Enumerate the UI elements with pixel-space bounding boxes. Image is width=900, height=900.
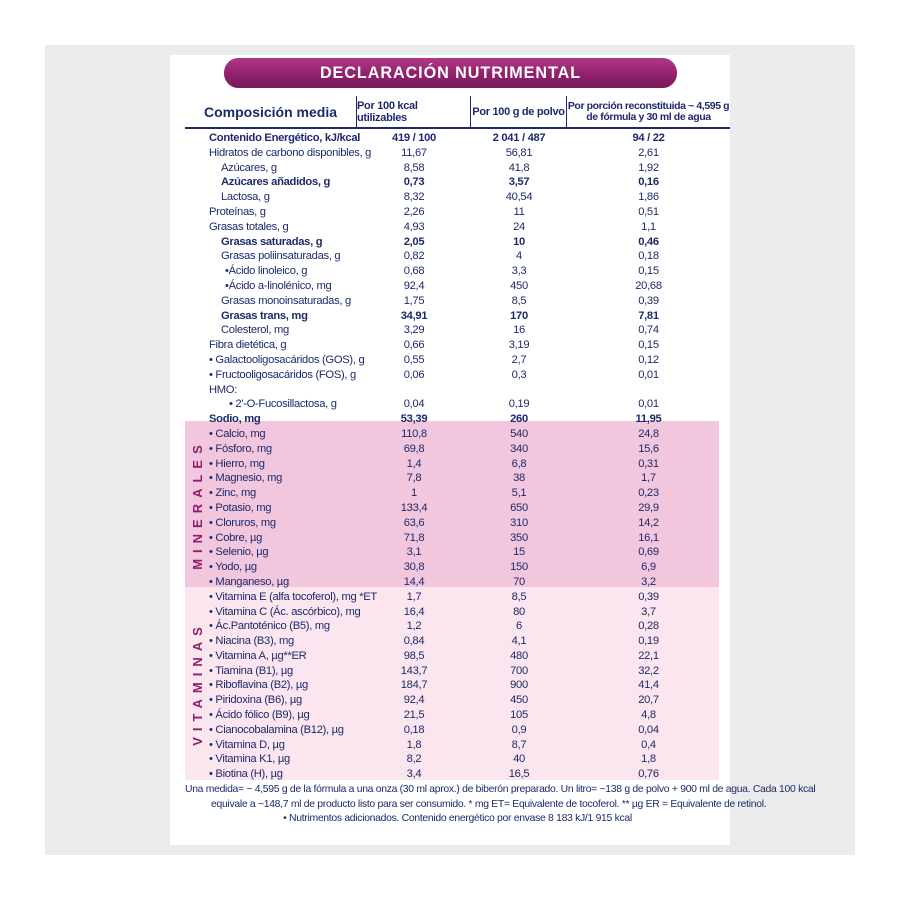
row-label: • Zinc, mg — [209, 487, 256, 500]
table-row — [185, 649, 730, 664]
value-per-100g: 5,1 — [511, 487, 527, 500]
value-per-serving: 41,4 — [638, 679, 659, 692]
value-per-serving: 3,7 — [641, 605, 656, 618]
table-row — [185, 619, 730, 634]
table-row — [185, 442, 730, 457]
value-per-serving: 20,68 — [635, 279, 662, 292]
value-per-100g: 4 — [516, 250, 522, 263]
value-per-serving: 29,9 — [638, 501, 659, 514]
value-per-serving: 7,81 — [638, 309, 659, 322]
table-row — [185, 279, 730, 294]
row-label: • Vitamina E (alfa tocoferol), mg *ET — [209, 590, 377, 603]
value-per-100kcal: 98,5 — [403, 649, 425, 662]
row-label: Fibra dietética, g — [209, 339, 287, 352]
value-per-100kcal: 34,91 — [400, 309, 428, 322]
value-per-serving: 0,46 — [638, 235, 659, 248]
value-per-100kcal: 14,4 — [403, 575, 425, 588]
value-per-100kcal: 0,55 — [403, 353, 425, 366]
row-label: • Cloruros, mg — [209, 516, 276, 529]
value-per-serving — [567, 383, 730, 398]
value-per-100g: 8,7 — [511, 738, 527, 751]
row-label: Colesterol, mg — [221, 324, 289, 337]
value-per-serving: 22,1 — [638, 649, 659, 662]
value-per-100kcal: 1,7 — [406, 590, 422, 603]
row-label: Azúcares, g — [221, 161, 277, 174]
table-row — [185, 323, 730, 338]
table-row — [185, 471, 730, 486]
value-per-serving: 0,15 — [638, 265, 659, 278]
value-per-100g: 700 — [510, 664, 528, 677]
table-row — [185, 205, 730, 220]
value-per-serving: 1,1 — [641, 220, 656, 233]
value-per-serving: 1,86 — [638, 191, 659, 204]
value-per-serving: 0,01 — [638, 398, 659, 411]
row-label: • Vitamina K1, µg — [209, 753, 290, 766]
value-per-100g: 38 — [513, 472, 525, 485]
row-label: • Fósforo, mg — [209, 442, 272, 455]
value-per-100g: 480 — [510, 649, 528, 662]
table-row — [185, 457, 730, 472]
row-label: Azúcares añadidos, g — [221, 176, 331, 189]
row-label: Lactosa, g — [221, 191, 270, 204]
table-row — [185, 723, 730, 738]
value-per-100g: 150 — [510, 561, 528, 574]
table-row — [185, 294, 730, 309]
value-per-100kcal: 0,18 — [403, 723, 425, 736]
row-label: • Selenio, µg — [209, 546, 269, 559]
value-per-serving: 11,95 — [635, 413, 662, 426]
value-per-100g: 80 — [513, 605, 525, 618]
row-label: • 2'-O-Fucosillactosa, g — [229, 398, 337, 411]
value-per-100kcal: 16,4 — [403, 605, 425, 618]
value-per-100kcal: 0,84 — [403, 635, 425, 648]
row-label: • Potasio, mg — [209, 501, 272, 514]
value-per-serving: 0,74 — [638, 324, 659, 337]
value-per-100g: 10 — [513, 235, 525, 248]
value-per-serving: 2,61 — [638, 146, 659, 159]
table-row — [185, 486, 730, 501]
table-row — [185, 738, 730, 753]
value-per-100kcal: 1,8 — [406, 738, 422, 751]
value-per-serving: 3,2 — [641, 575, 656, 588]
value-per-serving: 6,9 — [641, 561, 656, 574]
value-per-100g: 40 — [513, 753, 525, 766]
row-label: •Ácido a-linolénico, mg — [225, 279, 332, 292]
value-per-100g: 340 — [510, 442, 528, 455]
value-per-100kcal: 0,73 — [403, 176, 425, 189]
row-label: • Manganeso, µg — [209, 575, 289, 588]
value-per-100g: 450 — [510, 279, 528, 292]
table-row — [185, 767, 730, 782]
row-label: • Ácido fólico (B9), µg — [209, 709, 310, 722]
value-per-100g: 310 — [510, 516, 528, 529]
value-per-serving: 0,4 — [641, 738, 656, 751]
table-row — [185, 590, 730, 605]
value-per-serving: 1,92 — [638, 161, 659, 174]
value-per-100g: 450 — [510, 694, 528, 707]
value-per-serving: 0,04 — [638, 723, 659, 736]
value-per-100kcal: 1,2 — [406, 620, 422, 633]
value-per-100g: 0,3 — [511, 368, 527, 381]
value-per-100g: 540 — [510, 427, 528, 440]
row-label: Grasas saturadas, g — [221, 235, 323, 248]
value-per-100g: 56,81 — [505, 146, 533, 159]
value-per-100kcal: 1,75 — [403, 294, 425, 307]
value-per-serving: 0,23 — [638, 487, 659, 500]
value-per-100g: 260 — [510, 413, 528, 426]
value-per-100kcal: 92,4 — [403, 279, 425, 292]
value-per-100kcal: 11,67 — [401, 146, 427, 159]
nutrition-table — [185, 96, 730, 782]
value-per-100kcal: 0,06 — [403, 368, 425, 381]
footnotes — [185, 783, 816, 827]
value-per-100g: 2,7 — [511, 353, 527, 366]
value-per-100g: 11 — [513, 205, 525, 218]
row-label: • Hierro, mg — [209, 457, 265, 470]
row-label: • Magnesio, mg — [209, 472, 283, 485]
row-label: Grasas trans, mg — [221, 309, 308, 322]
value-per-serving: 0,18 — [638, 250, 659, 263]
value-per-100g: 170 — [510, 309, 528, 322]
value-per-serving: 4,8 — [641, 709, 656, 722]
value-per-serving: 14,2 — [638, 516, 659, 529]
table-row — [185, 249, 730, 264]
row-label: • Ác.Pantoténico (B5), mg — [209, 620, 330, 633]
row-label: Contenido Energético, kJ/kcal — [209, 132, 361, 144]
value-per-100kcal: 92,4 — [403, 694, 425, 707]
value-per-100kcal — [357, 383, 471, 398]
value-per-100kcal: 3,1 — [406, 546, 422, 559]
value-per-100kcal: 143,7 — [400, 664, 428, 677]
value-per-100kcal: 3,29 — [403, 324, 425, 337]
value-per-100g: 16,5 — [508, 768, 530, 781]
table-row — [185, 501, 730, 516]
row-label: • Galactooligosacáridos (GOS), g — [209, 353, 365, 366]
value-per-100kcal: 2,26 — [403, 205, 425, 218]
value-per-100g: 40,54 — [505, 191, 533, 204]
header-composition: Composición media — [185, 96, 357, 127]
header-per-serving: Por porción reconstituida ~ 4,595 g de fórmula y 30 ml de agua — [567, 99, 730, 123]
value-per-100g: 900 — [510, 679, 528, 692]
row-label: • Riboflavina (B2), µg — [209, 679, 308, 692]
vitamins-label-text: VITAMINAS — [189, 621, 205, 746]
table-row — [185, 560, 730, 575]
table-row — [185, 693, 730, 708]
value-per-serving: 0,39 — [638, 590, 659, 603]
value-per-100kcal: 1,4 — [406, 457, 422, 470]
table-row — [185, 338, 730, 353]
row-label: • Fructooligosacáridos (FOS), g — [209, 368, 356, 381]
value-per-serving: 0,69 — [638, 546, 659, 559]
value-per-serving: 32,2 — [638, 664, 659, 677]
header-per-100kcal: Por 100 kcal utilizables — [357, 96, 471, 127]
value-per-100kcal: 8,32 — [403, 191, 425, 204]
value-per-100g: 3,3 — [511, 265, 527, 278]
row-label: • Calcio, mg — [209, 427, 266, 440]
table-header — [185, 96, 730, 129]
value-per-100kcal: 8,58 — [403, 161, 425, 174]
value-per-100g — [471, 383, 567, 398]
value-per-100kcal: 71,8 — [403, 531, 425, 544]
table-row — [185, 664, 730, 679]
value-per-100g: 4,1 — [511, 635, 527, 648]
value-per-100g: 70 — [513, 575, 525, 588]
row-label: Grasas totales, g — [209, 220, 289, 233]
row-label: • Vitamina D, µg — [209, 738, 285, 751]
value-per-100kcal: 2,05 — [403, 235, 425, 248]
value-per-100g: 350 — [510, 531, 528, 544]
value-per-serving: 15,6 — [638, 442, 659, 455]
value-per-100kcal: 3,4 — [406, 768, 422, 781]
value-per-100kcal: 69,8 — [403, 442, 425, 455]
row-label: Hidratos de carbono disponibles, g — [209, 146, 372, 159]
value-per-serving: 0,15 — [638, 339, 659, 352]
footnote-line: Una medida= ~ 4,595 g de la fórmula a una onza (30 ml aprox.) de biberón preparado. Un litro= ~138 g de polvo + 900 ml de agua. Cada 100 kcal — [185, 784, 816, 795]
value-per-100g: 650 — [510, 501, 528, 514]
value-per-100kcal: 53,39 — [400, 413, 428, 426]
table-row — [185, 708, 730, 723]
row-label: Sodio, mg — [209, 413, 261, 426]
value-per-serving: 16,1 — [638, 531, 659, 544]
table-row — [185, 235, 730, 250]
value-per-100kcal: 184,7 — [400, 679, 428, 692]
table-row — [185, 516, 730, 531]
table-row — [185, 427, 730, 442]
table-row — [185, 545, 730, 560]
table-row — [185, 161, 730, 176]
footnote-line: • Nutrimentos adicionados. Contenido energético por envase 8 183 kJ/1 915 kcal — [283, 813, 632, 824]
table-row — [185, 146, 730, 161]
table-row — [185, 678, 730, 693]
value-per-serving: 0,51 — [638, 205, 659, 218]
row-label: Grasas monoinsaturadas, g — [221, 294, 351, 307]
value-per-serving: 0,28 — [638, 620, 659, 633]
value-per-100kcal: 133,4 — [400, 501, 428, 514]
value-per-serving: 0,01 — [638, 368, 659, 381]
table-row — [185, 412, 730, 427]
value-per-100g: 16 — [513, 324, 525, 337]
value-per-serving: 0,76 — [638, 768, 659, 781]
value-per-100g: 24 — [513, 220, 525, 233]
value-per-100kcal: 21,5 — [403, 709, 425, 722]
minerals-label-text: MINERALES — [189, 438, 205, 570]
table-row — [185, 264, 730, 279]
value-per-100kcal: 0,66 — [403, 339, 425, 352]
value-per-100kcal: 0,68 — [403, 265, 425, 278]
value-per-100kcal: 419 / 100 — [392, 132, 436, 144]
table-row — [185, 383, 730, 398]
table-row — [185, 190, 730, 205]
footnote-line: equivale a ~148,7 ml de producto listo para ser consumido. * mg ET= Equivalente de tocoferol. ** µg ER = Equivalente de retinol. — [211, 798, 767, 810]
row-label: • Niacina (B3), mg — [209, 635, 294, 648]
value-per-serving: 0,39 — [638, 294, 659, 307]
table-row — [185, 368, 730, 383]
nutrition-banner: DECLARACIÓN NUTRIMENTAL — [224, 58, 677, 88]
value-per-serving: 0,31 — [638, 457, 659, 470]
table-row — [185, 605, 730, 620]
table-row — [185, 575, 730, 590]
value-per-serving: 1,8 — [641, 753, 656, 766]
row-label: • Piridoxina (B6), µg — [209, 694, 302, 707]
value-per-100g: 3,57 — [508, 176, 530, 189]
table-row — [185, 220, 730, 235]
row-label: Proteínas, g — [209, 205, 266, 218]
row-label: • Vitamina A, µg**ER — [209, 649, 307, 662]
value-per-100g: 3,19 — [508, 339, 530, 352]
value-per-serving: 94 / 22 — [632, 132, 665, 144]
value-per-100kcal: 110,8 — [401, 427, 427, 440]
value-per-100kcal: 7,8 — [406, 472, 422, 485]
value-per-100g: 8,5 — [511, 590, 527, 603]
value-per-100g: 105 — [510, 709, 528, 722]
value-per-100g: 15 — [513, 546, 525, 559]
table-row — [185, 397, 730, 412]
table-row — [185, 634, 730, 649]
value-per-100g: 0,9 — [511, 723, 527, 736]
value-per-100kcal: 1 — [411, 487, 417, 500]
table-row — [185, 752, 730, 767]
table-row — [185, 175, 730, 190]
value-per-100g: 8,5 — [511, 294, 527, 307]
row-label: • Yodo, µg — [209, 561, 257, 574]
row-label: • Cobre, µg — [209, 531, 263, 544]
value-per-serving: 24,8 — [638, 427, 659, 440]
value-per-100kcal: 30,8 — [403, 561, 425, 574]
value-per-100g: 6,8 — [511, 457, 527, 470]
value-per-serving: 1,7 — [641, 472, 656, 485]
value-per-100kcal: 4,93 — [403, 220, 425, 233]
row-label: • Cianocobalamina (B12), µg — [209, 723, 344, 736]
table-body — [185, 131, 730, 782]
row-label: • Biotina (H), µg — [209, 768, 283, 781]
row-label: • Tiamina (B1), µg — [209, 664, 293, 677]
row-label: Grasas poliinsaturadas, g — [221, 250, 341, 263]
table-row — [185, 309, 730, 324]
value-per-serving: 20,7 — [638, 694, 659, 707]
table-row — [185, 131, 730, 146]
value-per-serving: 0,16 — [638, 176, 659, 189]
table-row — [185, 531, 730, 546]
value-per-100kcal: 63,6 — [403, 516, 425, 529]
value-per-serving: 0,12 — [638, 353, 659, 366]
row-label: • Vitamina C (Ác. ascórbico), mg — [209, 605, 361, 618]
value-per-100g: 0,19 — [508, 398, 530, 411]
header-per-100g: Por 100 g de polvo — [471, 96, 567, 127]
value-per-100g: 6 — [516, 620, 522, 633]
value-per-100kcal: 0,82 — [403, 250, 425, 263]
table-row — [185, 353, 730, 368]
value-per-100g: 41,8 — [508, 161, 530, 174]
value-per-serving: 0,19 — [638, 635, 659, 648]
value-per-100kcal: 8,2 — [406, 753, 422, 766]
value-per-100kcal: 0,04 — [403, 398, 425, 411]
row-label: •Ácido linoleico, g — [225, 265, 308, 278]
row-label: HMO: — [209, 383, 238, 396]
value-per-100g: 2 041 / 487 — [492, 132, 546, 144]
